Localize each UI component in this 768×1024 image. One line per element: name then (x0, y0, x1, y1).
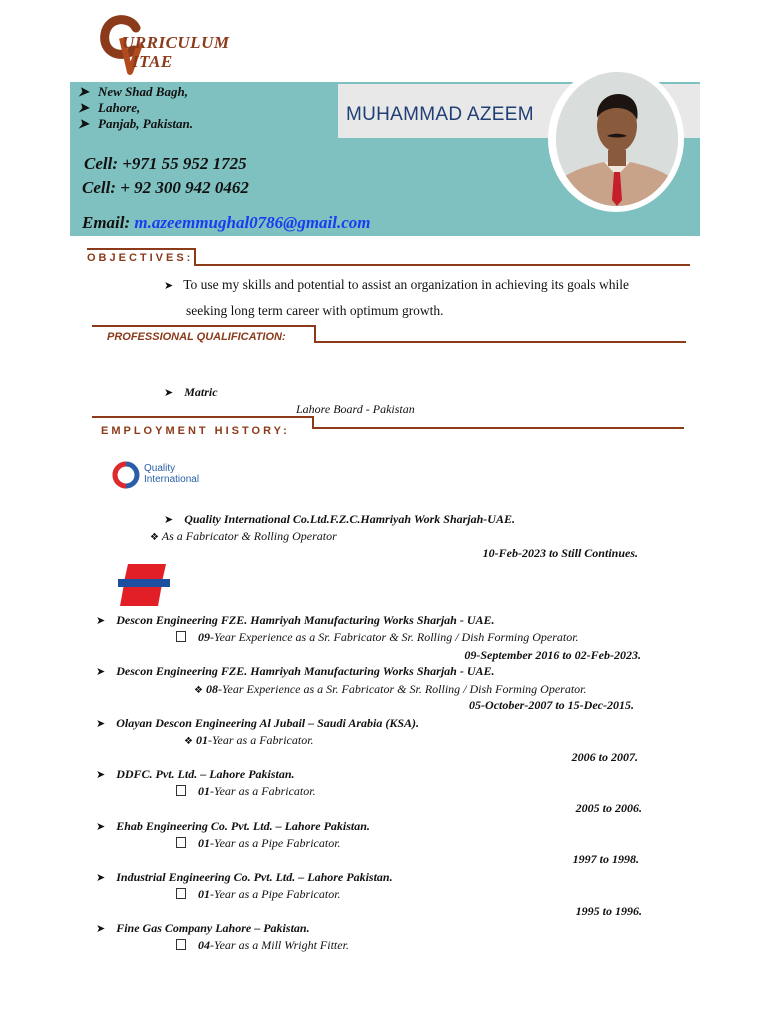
qualification-board: Lahore Board - Pakistan (296, 402, 415, 416)
cv-logo (100, 14, 260, 78)
email-line (82, 213, 371, 233)
descon-logo (118, 562, 170, 608)
checkbox-bullet-icon (176, 888, 186, 899)
arrow-bullet-icon: ➤ (96, 871, 106, 884)
job-company: ➤ DDFC. Pvt. Ltd. – Lahore Pakistan. (96, 767, 295, 781)
job-company: ➤ Industrial Engineering Co. Pvt. Ltd. – Lahore Pakistan. (96, 870, 393, 884)
diamond-bullet-icon: ❖ (184, 736, 193, 747)
job-role: 09-Year Experience as a Sr. Fabricator & Sr. Rolling / Dish Forming Operator. (176, 630, 579, 645)
profile-photo (556, 72, 678, 206)
job-role: ❖ 01-Year as a Fabricator. (184, 733, 314, 747)
objectives-rule-top (87, 248, 194, 250)
job-role: 04-Year as a Mill Wright Fitter. (176, 938, 349, 953)
arrow-bullet-icon: ➤ (96, 820, 106, 833)
job-company: ➤ Descon Engineering FZE. Hamriyah Manufacturing Works Sharjah - UAE. (96, 613, 495, 627)
logo-text-line2: ITAE (132, 52, 173, 71)
job-role: ❖ 08-Year Experience as a Sr. Fabricator & Sr. Rolling / Dish Forming Operator. (194, 682, 587, 696)
checkbox-bullet-icon (176, 939, 186, 950)
arrow-bullet-icon: ➤ (78, 116, 89, 131)
job-role: 01-Year as a Pipe Fabricator. (176, 836, 341, 851)
arrow-bullet-icon: ➤ (164, 279, 174, 292)
job-dates: 1997 to 1998. (572, 852, 639, 866)
qi-ring-icon (112, 460, 142, 490)
email-address[interactable]: m.azeemmughal0786@gmail.com (134, 213, 371, 232)
objectives-rule (194, 264, 690, 266)
job-role: 01-Year as a Pipe Fabricator. (176, 887, 341, 902)
qualification-item: ➤ Matric (164, 385, 218, 399)
qualification-rule-top (92, 325, 314, 327)
address-line: ➤ Lahore, (78, 100, 141, 115)
objectives-heading: OBJECTIVES: (87, 252, 194, 264)
diamond-bullet-icon: ❖ (150, 532, 159, 543)
arrow-bullet-icon: ➤ (78, 84, 89, 99)
diamond-bullet-icon: ❖ (194, 685, 203, 696)
address-list (78, 84, 193, 132)
job-dates: 2005 to 2006. (575, 801, 642, 815)
job-dates: 09-September 2016 to 02-Feb-2023. (464, 648, 641, 662)
checkbox-bullet-icon (176, 785, 186, 796)
qualification-rule (314, 341, 686, 343)
job-dates: 05-October-2007 to 15-Dec-2015. (469, 698, 634, 712)
employment-rule (312, 427, 684, 429)
job-company: ➤ Fine Gas Company Lahore – Pakistan. (96, 921, 310, 935)
job-company: ➤ Quality International Co.Ltd.F.Z.C.Hamriyah Work Sharjah-UAE. (164, 512, 515, 526)
job-company: ➤ Ehab Engineering Co. Pvt. Ltd. – Lahore Pakistan. (96, 819, 370, 833)
email-label: Email: (82, 213, 131, 232)
checkbox-bullet-icon (176, 631, 186, 642)
qi-logo-text: Quality International (144, 463, 200, 485)
arrow-bullet-icon: ➤ (96, 717, 106, 730)
job-role: 01-Year as a Fabricator. (176, 784, 316, 799)
employment-rule-top (92, 416, 314, 418)
arrow-bullet-icon: ➤ (164, 386, 174, 399)
arrow-bullet-icon: ➤ (78, 100, 89, 115)
job-company: ➤ Descon Engineering FZE. Hamriyah Manufacturing Works Sharjah - UAE. (96, 664, 495, 678)
employment-heading: EMPLOYMENT HISTORY: (101, 425, 290, 437)
arrow-bullet-icon: ➤ (164, 513, 174, 526)
candidate-name: MUHAMMAD AZEEM (346, 104, 534, 125)
job-dates: 2006 to 2007. (571, 750, 638, 764)
checkbox-bullet-icon (176, 837, 186, 848)
job-role: ❖ As a Fabricator & Rolling Operator (150, 529, 337, 543)
quality-international-logo (112, 460, 212, 490)
arrow-bullet-icon: ➤ (96, 768, 106, 781)
cell-pakistan: Cell: + 92 300 942 0462 (82, 178, 249, 197)
address-line: ➤ New Shad Bagh, (78, 84, 188, 99)
job-dates: 1995 to 1996. (575, 904, 642, 918)
objective-text: ➤ To use my skills and potential to assist an organization in achieving its goals while seeking long term career with optimum growth. (164, 277, 629, 318)
address-line: ➤ Panjab, Pakistan. (78, 116, 193, 131)
arrow-bullet-icon: ➤ (96, 614, 106, 627)
cell-uae: Cell: +971 55 952 1725 (84, 154, 247, 173)
job-company: ➤ Olayan Descon Engineering Al Jubail – Saudi Arabia (KSA). (96, 716, 420, 730)
qualification-heading: PROFESSIONAL QUALIFICATION: (107, 331, 286, 343)
job-dates: 10-Feb-2023 to Still Continues. (482, 546, 638, 560)
arrow-bullet-icon: ➤ (96, 665, 106, 678)
logo-text-line1: URRICULUM (122, 33, 230, 52)
arrow-bullet-icon: ➤ (96, 922, 106, 935)
